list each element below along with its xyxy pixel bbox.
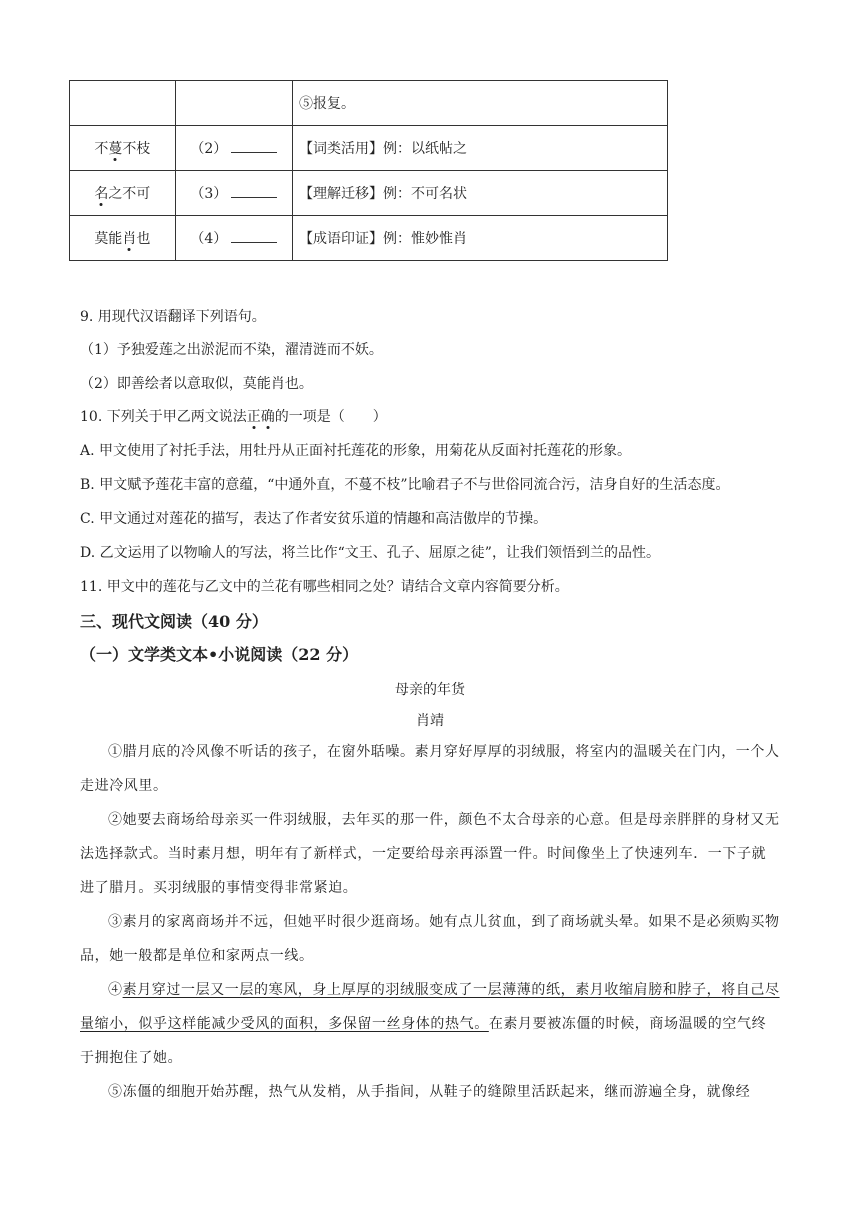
note-cell: 【理解迁移】例：不可名状: [293, 171, 668, 216]
emphasis-dot-char: 名: [94, 186, 109, 202]
story-paragraph-4: ④素月穿过一层又一层的寒风，身上厚厚的羽绒服变成了一层薄薄的纸，素月收缩肩膀和脖子，将自己尽量缩小，似乎这样能减少受风的面积，多保留一丝身体的热气。在素月要被冻僵的时候，商场温暖的空气终于拥抱住了她。: [80, 982, 780, 1066]
option-a: A. 甲文使用了衬托手法，用牡丹从正面衬托莲花的形象，用菊花从反面衬托莲花的形象。: [80, 443, 632, 459]
story-paragraph-5: ⑤冻僵的细胞开始苏醒，热气从发梢，从手指间，从鞋子的缝隙里活跃起来，继而游遍全身，就像经: [108, 1084, 751, 1100]
emphasis-dot-char: 正: [246, 409, 261, 425]
story-paragraph-3: ③素月的家离商场并不远，但她平时很少逛商场。她有点儿贫血，到了商场就头晕。如果不是必须购买物品，她一般都是单位和家两点一线。: [80, 914, 780, 964]
question-9-2: （2）即善绘者以意取似，莫能肖也。: [80, 376, 313, 392]
answer-cell: （4）: [175, 216, 292, 261]
table-row: [70, 126, 668, 171]
answer-cell: （2）: [175, 126, 292, 171]
answer-blank[interactable]: [231, 183, 277, 198]
emphasis-dot-char: 蔓: [108, 141, 123, 157]
emphasis-dot-char: 确: [260, 409, 275, 425]
question-11: 11. 甲文中的莲花与乙文中的兰花有哪些相同之处？请结合文章内容简要分析。: [80, 579, 569, 595]
story-paragraph-2: ②她要去商场给母亲买一件羽绒服，去年买的那一件，颜色不太合母亲的心意。但是母亲胖胖的身材又无法选择款式。当时素月想，明年有了新样式，一定要给母亲再添置一件。时间像坐上了快速列车．一下子就进了腊月。买羽绒服的事情变得非常紧迫。: [80, 812, 780, 896]
word-cell: [70, 81, 176, 126]
story-author: 肖靖: [416, 713, 444, 729]
story-title: 母亲的年货: [395, 682, 465, 698]
option-d: D. 乙文运用了以物喻人的写法，将兰比作“文王、孔子、屈原之徒”，让我们领悟到兰的品性。: [80, 545, 660, 561]
note-cell: 【词类活用】例：以纸帖之: [293, 126, 668, 171]
vocab-table: [69, 80, 668, 261]
note-cell: 【成语印证】例：惟妙惟肖: [293, 216, 668, 261]
underlined-sentence: 素月穿过一层又一层的寒风，身上厚厚的羽绒服变成了一层薄薄的纸，素月收缩肩膀和脖子，将自己尽量缩小，似乎这样能减少受风的面积，多保留一丝身体的热气。: [80, 982, 780, 1032]
table-row: [70, 216, 668, 261]
option-c: C. 甲文通过对莲花的描写，表达了作者安贫乐道的情趣和高洁傲岸的节操。: [80, 511, 548, 527]
answer-blank[interactable]: [231, 228, 277, 243]
section-subtitle: （一）文学类文本•小说阅读（22 分）: [80, 645, 359, 664]
answer-blank[interactable]: [231, 138, 277, 153]
word-cell: 不蔓不枝: [70, 126, 176, 171]
table-row: [70, 81, 668, 126]
question-9-1: （1）予独爱莲之出淤泥而不染，濯清涟而不妖。: [80, 342, 383, 358]
section-title: 三、现代文阅读（40 分）: [80, 612, 268, 631]
table-row: [70, 171, 668, 216]
word-cell: 名之不可: [70, 171, 176, 216]
answer-cell: （3）: [175, 171, 292, 216]
story-paragraph-1: ①腊月底的冷风像不听话的孩子，在窗外聒噪。素月穿好厚厚的羽绒服，将室内的温暖关在门内，一个人走进冷风里。: [80, 744, 780, 794]
option-b: B. 甲文赋予莲花丰富的意蕴，“中通外直，不蔓不枝”比喻君子不与世俗同流合污，洁身自好的生活态度。: [80, 477, 730, 493]
word-cell: 莫能肖也: [70, 216, 176, 261]
question-10: 10. 下列关于甲乙两文说法正确的一项是（ ）: [80, 409, 387, 425]
emphasis-dot-char: 肖: [122, 231, 137, 247]
note-cell: ⑤报复。: [293, 81, 668, 126]
answer-cell: [175, 81, 292, 126]
question-9: 9. 用现代汉语翻译下列语句。: [80, 309, 266, 325]
